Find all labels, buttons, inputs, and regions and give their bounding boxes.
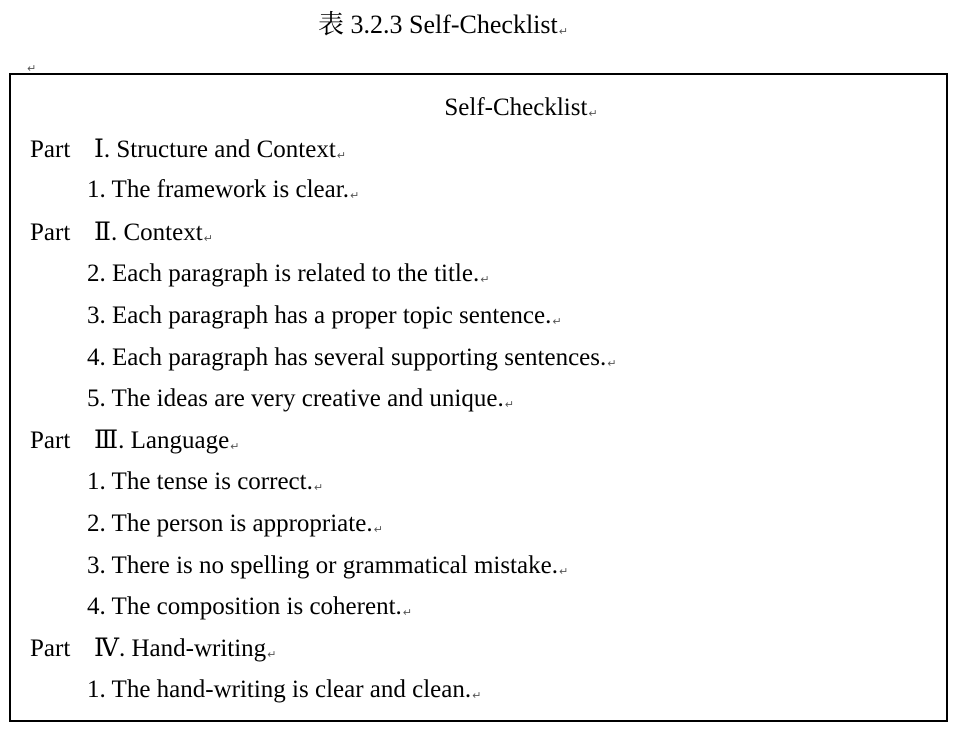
caption-text: 表 3.2.3 Self-Checklist xyxy=(318,10,558,39)
table-caption xyxy=(0,9,886,48)
checklist-item-text: 5. The ideas are very creative and unique. xyxy=(87,385,504,412)
paragraph-mark-icon: ↵ xyxy=(480,273,490,286)
part-prefix: Part xyxy=(30,427,71,454)
part-label: Ⅱ. Context xyxy=(94,219,203,246)
part-label: Ⅲ. Language xyxy=(94,427,230,454)
checklist-item-text: 4. The composition is coherent. xyxy=(87,593,402,620)
checklist-item-text: 3. Each paragraph has a proper topic sentence. xyxy=(87,302,552,329)
part-label: Ⅳ. Hand-writing xyxy=(94,635,267,662)
checklist-title-text: Self-Checklist xyxy=(444,94,588,121)
checklist-item-text: 3. There is no spelling or grammatical mistake. xyxy=(87,552,558,579)
paragraph-mark-icon: ↵ xyxy=(373,523,383,536)
paragraph-mark-icon: ↵ xyxy=(267,648,277,661)
checklist-item xyxy=(87,258,489,296)
checklist-item-text: 1. The tense is correct. xyxy=(87,468,313,495)
checklist-item xyxy=(87,342,616,380)
checklist-item-text: 2. The person is appropriate. xyxy=(87,510,373,537)
paragraph-mark-icon: ↵ xyxy=(607,357,617,370)
part-prefix: Part xyxy=(30,635,71,662)
paragraph-mark-icon: ↵ xyxy=(504,398,514,411)
checklist-item-text: 4. Each paragraph has several supporting sentences. xyxy=(87,344,607,371)
paragraph-mark-icon: ↵ xyxy=(313,481,324,494)
checklist-item xyxy=(87,550,568,588)
checklist-item-text: 1. The framework is clear. xyxy=(87,176,349,203)
paragraph-mark-icon: ↵ xyxy=(402,606,412,619)
paragraph-mark-icon: ↵ xyxy=(472,689,482,702)
checklist-item xyxy=(87,466,323,504)
part-heading xyxy=(30,217,213,255)
checklist-item xyxy=(87,383,514,421)
checklist-item xyxy=(87,508,383,546)
paragraph-mark-icon: ↵ xyxy=(558,25,568,38)
part-label: Ⅰ. Structure and Context xyxy=(94,136,336,163)
checklist-item xyxy=(87,591,412,629)
paragraph-mark-icon: ↵ xyxy=(203,232,213,245)
paragraph-mark-icon: ↵ xyxy=(552,315,562,328)
paragraph-mark-icon: ↵ xyxy=(230,440,240,453)
part-heading xyxy=(30,425,239,463)
checklist-box xyxy=(9,73,948,722)
paragraph-mark-icon: ↵ xyxy=(336,149,346,162)
checklist-item-text: 1. The hand-writing is clear and clean. xyxy=(87,676,472,703)
paragraph-mark-icon: ↵ xyxy=(558,565,569,578)
checklist-item xyxy=(87,300,562,338)
part-prefix: Part xyxy=(30,136,71,163)
checklist-item-text: 2. Each paragraph is related to the title. xyxy=(87,260,480,287)
checklist-item xyxy=(87,174,359,212)
checklist-title xyxy=(11,92,966,130)
checklist-item xyxy=(87,674,481,712)
part-heading xyxy=(30,633,276,671)
part-prefix: Part xyxy=(30,219,71,246)
paragraph-mark-icon: ↵ xyxy=(27,62,37,75)
paragraph-mark-icon: ↵ xyxy=(349,189,360,202)
paragraph-mark-icon: ↵ xyxy=(588,107,598,120)
part-heading xyxy=(30,134,346,172)
